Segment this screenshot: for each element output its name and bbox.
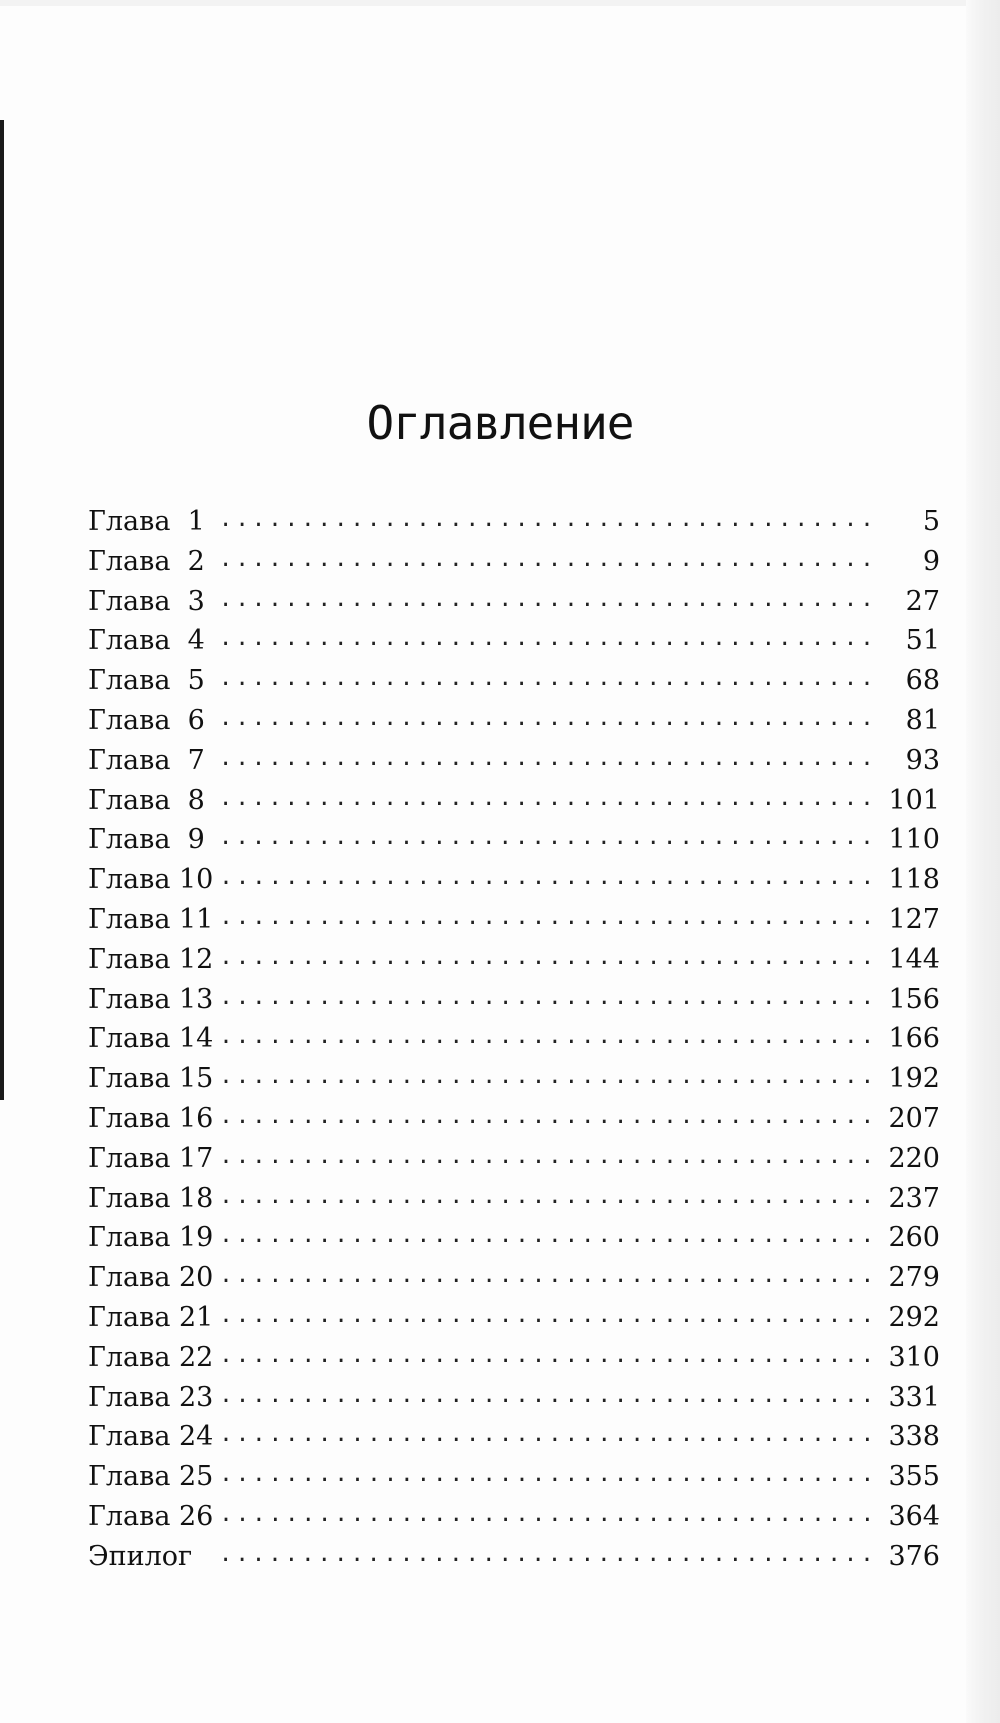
toc-entry-leader-dots xyxy=(219,938,882,978)
toc-entry-label: Глава 13 xyxy=(88,983,214,1015)
toc-entry-label: Глава 16 xyxy=(88,1102,214,1134)
toc-entry[interactable] xyxy=(88,1298,940,1338)
toc-entry[interactable] xyxy=(88,781,940,821)
toc-entry-page-number: 355 xyxy=(888,1461,940,1493)
toc-entry-label: Глава 7 xyxy=(88,744,205,776)
toc-entry-leader-dots xyxy=(219,1336,882,1376)
toc-entry-page-number: 118 xyxy=(888,864,940,896)
toc-entry-page-number: 260 xyxy=(888,1222,940,1254)
toc-entry-leader-dots xyxy=(219,1256,882,1296)
toc-entry-label: Глава 5 xyxy=(88,665,205,697)
toc-entry[interactable] xyxy=(88,701,940,741)
toc-entry[interactable] xyxy=(88,980,940,1020)
toc-entry-page-number: 127 xyxy=(888,903,940,935)
toc-entry-leader-dots xyxy=(219,1495,882,1535)
toc-entry-label: Глава 8 xyxy=(88,784,205,816)
toc-entry-page-number: 144 xyxy=(888,943,940,975)
toc-entry[interactable] xyxy=(88,1417,940,1457)
toc-entry-label: Глава 23 xyxy=(88,1381,214,1413)
toc-entry-label: Глава 14 xyxy=(88,1023,214,1055)
toc-entry-leader-dots xyxy=(219,898,882,938)
toc-entry-label: Глава 9 xyxy=(88,824,205,856)
page-left-edge xyxy=(0,120,4,1100)
toc-entry-page-number: 207 xyxy=(888,1102,940,1134)
toc-entry-label: Глава 18 xyxy=(88,1182,214,1214)
toc-entry-leader-dots xyxy=(219,739,882,779)
toc-entry[interactable] xyxy=(88,661,940,701)
toc-entry-leader-dots xyxy=(219,978,882,1018)
toc-entry-page-number: 166 xyxy=(888,1023,940,1055)
toc-entry-page-number: 9 xyxy=(922,545,940,577)
toc-entry-label: Глава 3 xyxy=(88,585,205,617)
toc-entry-page-number: 338 xyxy=(888,1421,940,1453)
toc-entry-page-number: 5 xyxy=(922,506,940,537)
toc-entry[interactable] xyxy=(88,820,940,860)
toc-entry[interactable] xyxy=(88,900,940,940)
toc-entry[interactable] xyxy=(88,1218,940,1258)
toc-entry-leader-dots xyxy=(219,1137,882,1177)
toc-entry-label: Глава 20 xyxy=(88,1262,214,1294)
toc-entry-leader-dots xyxy=(219,540,882,580)
toc-entry-leader-dots xyxy=(219,1376,882,1416)
toc-entry-label: Глава 25 xyxy=(88,1461,214,1493)
toc-entry-page-number: 93 xyxy=(905,744,940,776)
toc-entry-leader-dots xyxy=(219,1535,882,1575)
toc-entry-leader-dots xyxy=(219,1177,882,1217)
toc-entry-leader-dots xyxy=(219,1057,882,1097)
toc-entry-label: Глава 6 xyxy=(88,704,205,736)
toc-entry-label: Эпилог xyxy=(88,1540,193,1572)
page-right-edge xyxy=(966,0,1000,1723)
toc-entry[interactable] xyxy=(88,1139,940,1179)
toc-entry[interactable] xyxy=(88,542,940,582)
toc-entry[interactable] xyxy=(88,1537,940,1577)
toc-entry-page-number: 364 xyxy=(888,1500,940,1532)
toc-entry-label: Глава 24 xyxy=(88,1421,214,1453)
toc-entry-page-number: 156 xyxy=(888,983,940,1015)
toc-entry-page-number: 192 xyxy=(888,1063,940,1095)
toc-entry[interactable] xyxy=(88,1378,940,1418)
toc-entry[interactable] xyxy=(88,1019,940,1059)
toc-entry[interactable] xyxy=(88,621,940,661)
toc-entry-leader-dots xyxy=(219,500,882,540)
toc-entry-label: Глава 21 xyxy=(88,1301,214,1333)
toc-entry-page-number: 110 xyxy=(888,824,940,856)
toc-entry-leader-dots xyxy=(219,659,882,699)
toc-entry[interactable] xyxy=(88,1497,940,1537)
toc-entry-leader-dots xyxy=(219,699,882,739)
toc-entry[interactable] xyxy=(88,1258,940,1298)
page-top-edge xyxy=(0,0,1000,6)
toc-entry-label: Глава 11 xyxy=(88,903,214,935)
toc-entry-page-number: 376 xyxy=(888,1540,940,1572)
toc-entry-leader-dots xyxy=(219,580,882,620)
toc-entry-leader-dots xyxy=(219,1455,882,1495)
toc-entry-page-number: 101 xyxy=(888,784,940,816)
toc-entry-label: Глава 19 xyxy=(88,1222,214,1254)
toc-entry-label: Глава 12 xyxy=(88,943,214,975)
toc-entry-page-number: 237 xyxy=(888,1182,940,1214)
toc-entry[interactable] xyxy=(88,1457,940,1497)
page-title: Оглавление xyxy=(366,396,634,450)
toc-entry[interactable] xyxy=(88,1179,940,1219)
toc-entry-leader-dots xyxy=(219,1216,882,1256)
toc-entry-label: Глава 17 xyxy=(88,1142,214,1174)
toc-entry-label: Глава 1 xyxy=(88,506,205,537)
toc-entry-label: Глава 4 xyxy=(88,625,205,657)
toc-entry-page-number: 27 xyxy=(905,585,940,617)
toc-entry[interactable] xyxy=(88,1099,940,1139)
toc-entry-page-number: 220 xyxy=(888,1142,940,1174)
toc-entry[interactable] xyxy=(88,860,940,900)
toc-entry-leader-dots xyxy=(219,1017,882,1057)
table-of-contents xyxy=(88,502,940,1577)
toc-entry-leader-dots xyxy=(219,1415,882,1455)
toc-entry[interactable] xyxy=(88,1338,940,1378)
toc-entry-label: Глава 10 xyxy=(88,864,214,896)
toc-entry-label: Глава 26 xyxy=(88,1500,214,1532)
toc-entry-page-number: 81 xyxy=(905,704,940,736)
toc-entry-label: Глава 22 xyxy=(88,1341,214,1373)
toc-entry-page-number: 310 xyxy=(888,1341,940,1373)
toc-entry-page-number: 68 xyxy=(905,665,940,697)
toc-entry-label: Глава 2 xyxy=(88,545,205,577)
toc-entry[interactable] xyxy=(88,741,940,781)
toc-entry-leader-dots xyxy=(219,818,882,858)
toc-entry-leader-dots xyxy=(219,858,882,898)
toc-entry-page-number: 51 xyxy=(905,625,940,657)
toc-entry-leader-dots xyxy=(219,779,882,819)
toc-entry-page-number: 279 xyxy=(888,1262,940,1294)
toc-entry[interactable] xyxy=(88,502,940,542)
toc-entry-leader-dots xyxy=(219,619,882,659)
toc-entry-leader-dots xyxy=(219,1296,882,1336)
toc-entry-label: Глава 15 xyxy=(88,1063,214,1095)
toc-entry[interactable] xyxy=(88,582,940,622)
toc-entry-leader-dots xyxy=(219,1097,882,1137)
toc-entry-page-number: 331 xyxy=(888,1381,940,1413)
toc-entry-page-number: 292 xyxy=(888,1301,940,1333)
toc-entry[interactable] xyxy=(88,940,940,980)
toc-entry[interactable] xyxy=(88,1059,940,1099)
